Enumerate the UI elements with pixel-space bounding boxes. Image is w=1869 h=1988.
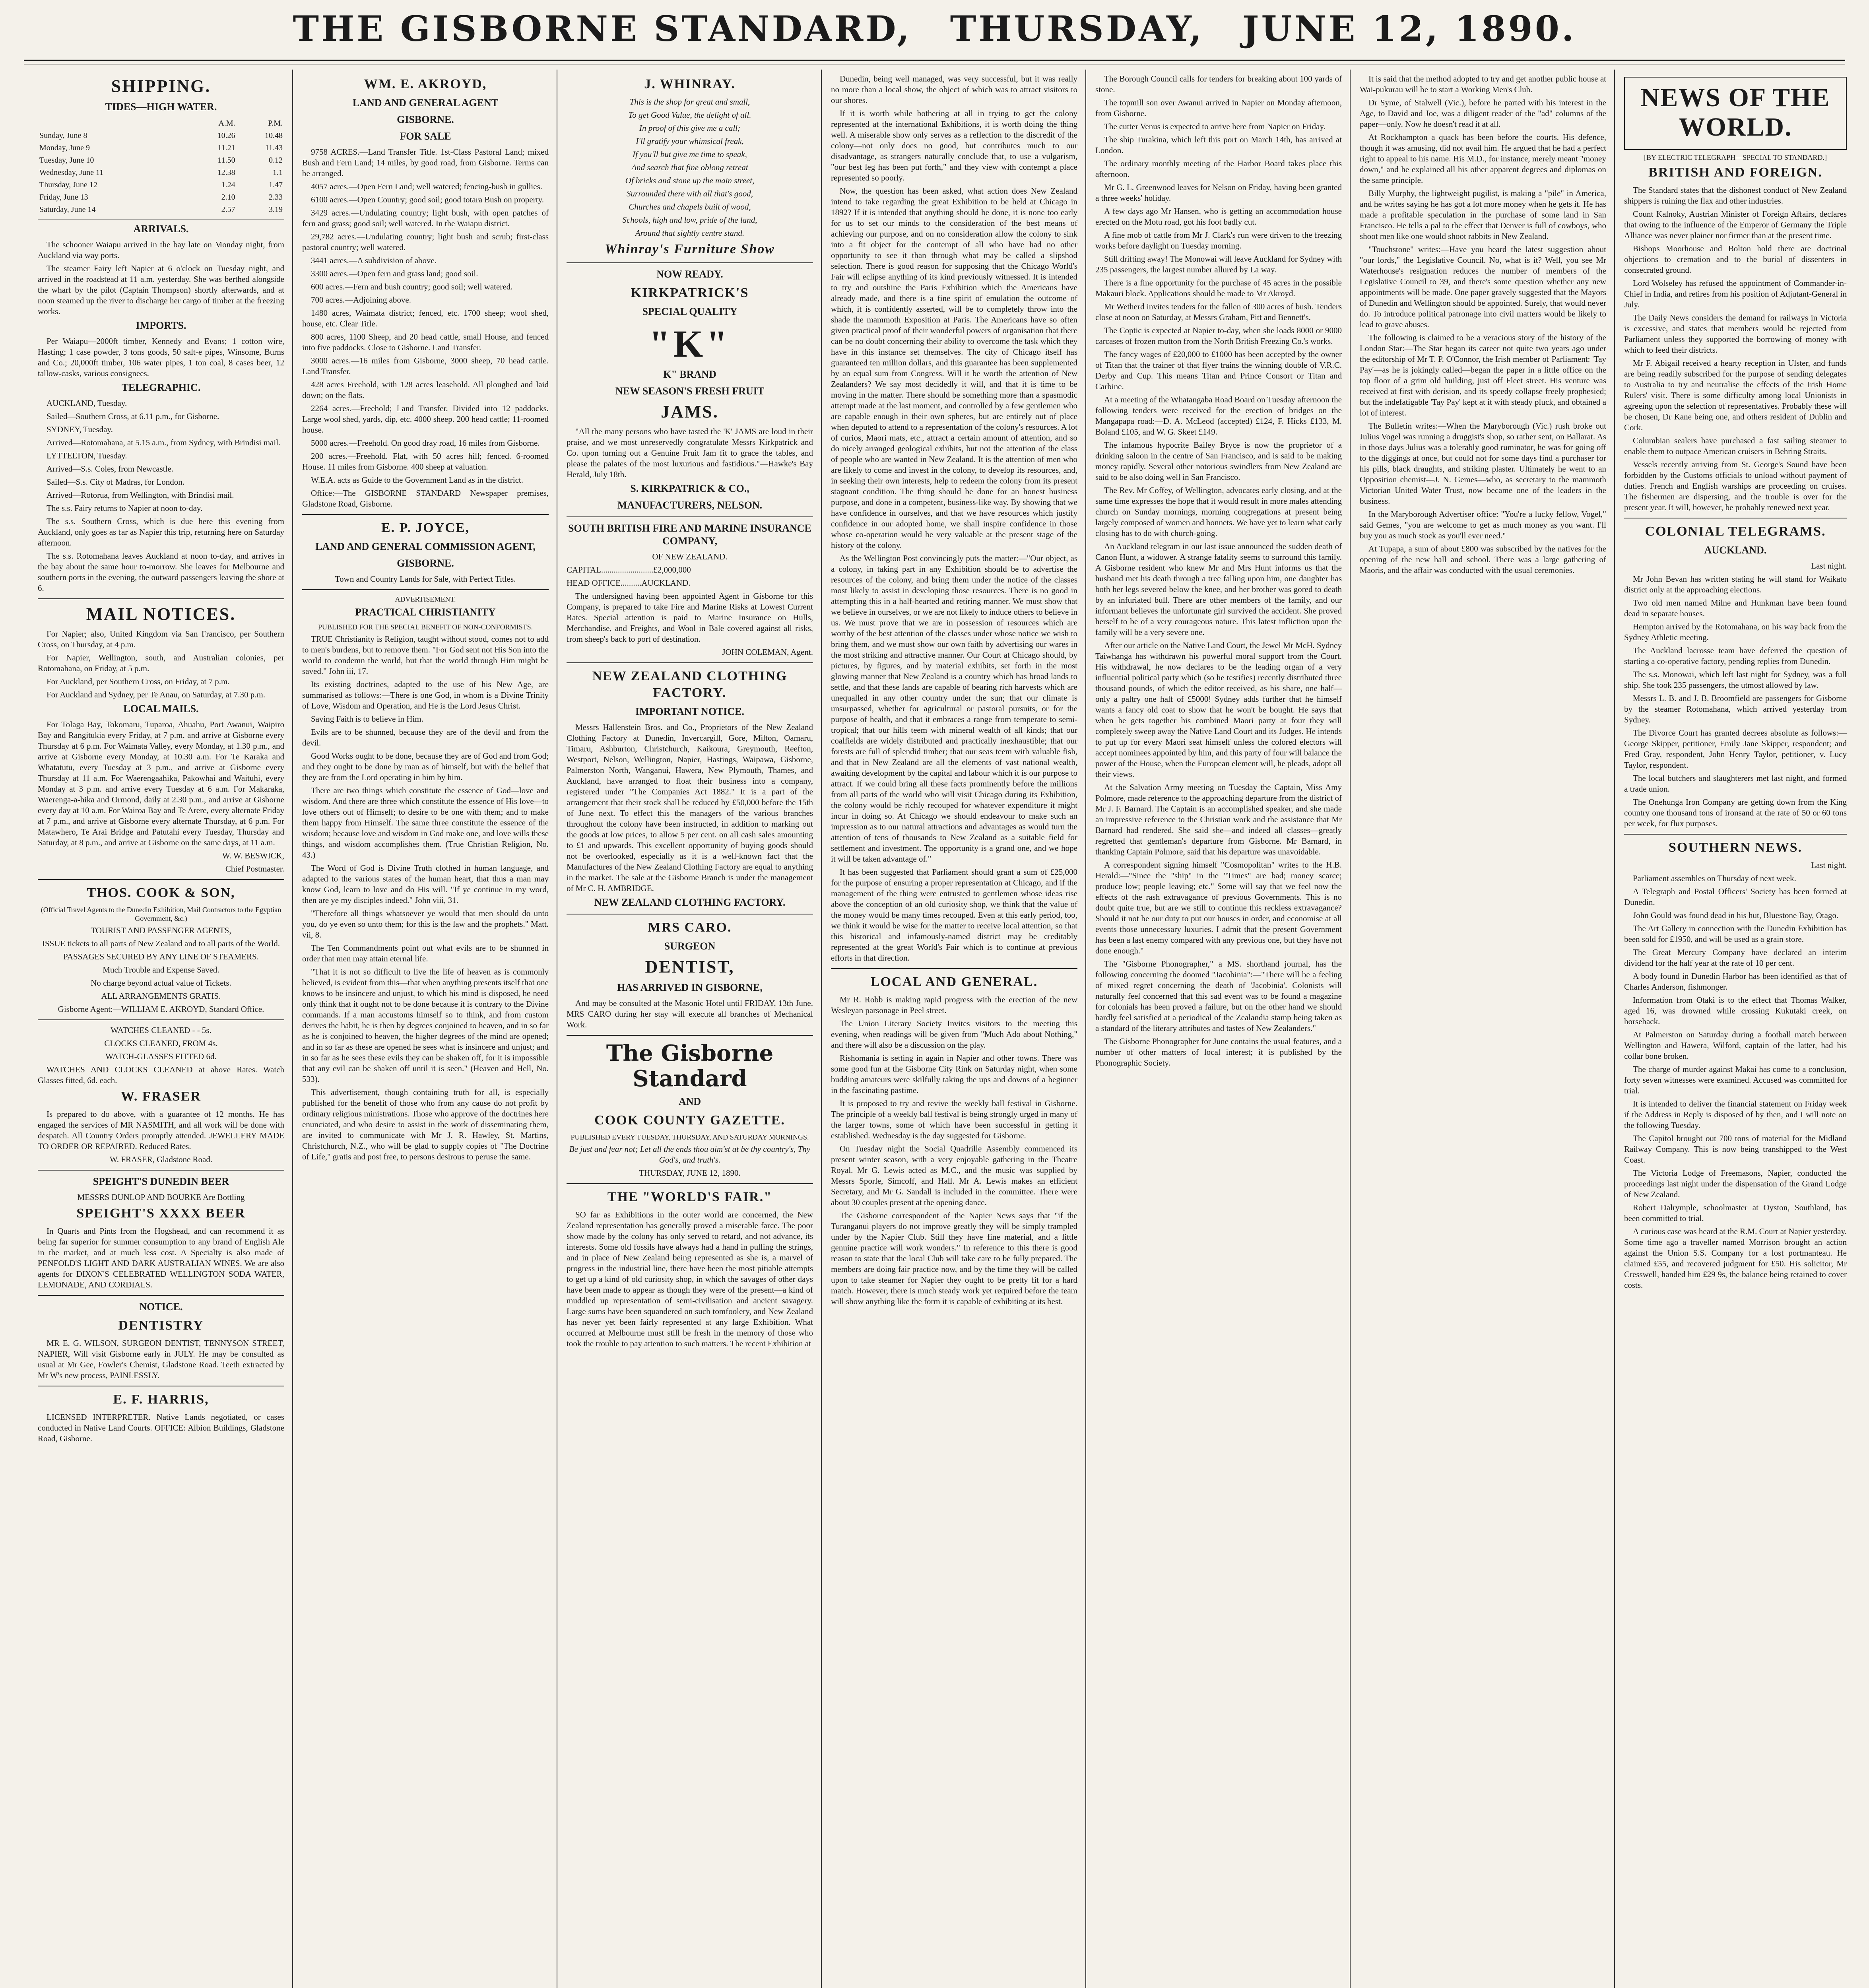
watches-price-line: WATCH-GLASSES FITTED 6d.: [105, 1052, 217, 1061]
southern-news-item: Parliament assembles on Thursday of next week.: [1633, 874, 1796, 883]
news-item: A correspondent signing himself "Cosmopolitan" writes to the H.B. Herald:—"Since the "ship" in the "Times" are bad; money scarce; produce low; people leaving; etc." Some will say that we feel now the effects of the rash extravagance of previous Governments. This is no doubt quite true, but are we still to continue this reckless extravagance? Should it not be our duty to put our houses in order, and economise at all events those unnecessary luxuries. I admit that the present Government has been a last enemy compared with any previous one, but they have not done enough.": [1095, 860, 1342, 955]
southern-news-item: A Telegraph and Postal Officers' Society has been formed at Dunedin.: [1624, 887, 1847, 907]
caro-surgeon: SURGEON: [664, 940, 716, 952]
poem-line: In proof of this give me a call;: [639, 123, 741, 133]
news-item: The ship Turakina, which left this port on March 14th, has arrived at London.: [1095, 135, 1342, 155]
telegraphic-item: Arrived—Rotomahana, at 5.15 a.m., from Sydney, with Brindisi mail.: [47, 438, 281, 447]
auckland-news-item: The Auckland lacrosse team have deferred the question of starting a co-operative factory, pending replies from Dunedin.: [1624, 646, 1847, 666]
world-news-subtitle: [BY ELECTRIC TELEGRAPH—SPECIAL TO STANDARD.]: [1644, 153, 1827, 161]
christianity-paragraph: Its existing doctrines, adapted to the use of his New Age, are summarised as follows:—There is one God, in whom is a Divine Trinity of Love, Wisdom and Operation, and He is the Lord Jesus Christ.: [302, 679, 549, 711]
news-item: A few days ago Mr Hansen, who is getting an accommodation house erected on the Motu road, got his foot badly cut.: [1095, 206, 1342, 227]
joyce-heading: E. P. JOYCE,: [381, 520, 470, 535]
mail-list: [38, 629, 284, 700]
news-item: The infamous hypocrite Bailey Bryce is now the proprietor of a drinking saloon in the centre of San Francisco, and is said to be making money rapidly. Several other notorious swindlers from New Zealand are said to be also doing well in San Francisco.: [1095, 440, 1342, 482]
christianity-list: [302, 634, 549, 1162]
sales-list: [302, 147, 549, 509]
akroyd-subtitle: LAND AND GENERAL AGENT: [352, 97, 499, 109]
speight-text: In Quarts and Pints from the Hogshead, and can recommend it as being far superior for summer consumption to any brand of English Ale in the market, and at much less cost. A Specialty is also made of PENFOLD'S LIGHT AND DARK AUSTRALIAN WINES. We are also agents for DIXON'S CELEBRATED WELLINGTON SODA WATER, LEMONADE, AND CORDIALS.: [38, 1226, 284, 1289]
editorial-paragraph: It has been suggested that Parliament should grant a sum of £25,000 for the purpose of ensuring a proper representation at Chicago, and if the management of the thing were entrusted to gentlemen whose ideas rise above the conception of an old curiosity shop, we think that the value of the money would be many times recouped. Even at this early period, too, we think it would be wise for the matter to receive local attention, so that this historical and infamously-named district may be creditably represented at the great World's Fair which is to continue at previous efforts in that direction.: [831, 867, 1077, 963]
new-season: NEW SEASON'S FRESH FRUIT: [615, 385, 765, 397]
insurance-text: The undersigned having been appointed Agent in Gisborne for this Company, is prepared to take Fire and Marine Risks at Lowest Current Rates. Special attention is paid to Marine Insurance on Hulls, Merchandise, and Freights, and Wool in Bale covered against all risks, from sheep's back to port of destination.: [567, 591, 813, 644]
southern-news-item: It is intended to deliver the financial statement on Friday week if the Address in Reply is disposed of by then, and I will note on the following Tuesday.: [1624, 1099, 1847, 1130]
tides-table: [38, 117, 284, 216]
column-rule: [292, 70, 293, 1988]
british-news-item: Vessels recently arriving from St. George's Sound have been forbidden by the Customs officials to unload without payment of duties. French and English warships are proceeding on cruises. The fishermen are dispersing, and the trouble is over for the present year. It will, however, be probably renewed next year.: [1624, 460, 1847, 512]
british-foreign-heading: BRITISH AND FOREIGN.: [1648, 165, 1822, 180]
colonial-telegrams-heading: COLONIAL TELEGRAMS.: [1645, 524, 1826, 539]
poem-line: Churches and chapels built of wood,: [629, 202, 751, 212]
news-item: The ordinary monthly meeting of the Harbor Board takes place this afternoon.: [1095, 159, 1342, 179]
factory-text: Messrs Hallenstein Bros. and Co., Proprietors of the New Zealand Clothing Factory at Dunedin, Invercargill, Gore, Milton, Oamaru, Timaru, Ashburton, Christchurch, Kaikoura, Greymouth, Reefton, Westport, Nelson, Wellington, Napier, Hastings, Waipawa, Gisborne, Palmerston North, Wanganui, Hawera, New Plymouth, Thames, and Auckland, have arranged to float their business into a company, registered under "The Companies Act 1882." It is a part of the arrangement that their stock shall be reduced by £50,000 before the 15th of June next. To effect this the managers of the various branches throughout the colony have been instructed, in addition to marking out the goods at low prices, to allow 5 per cent. on all cash sales amounting to £1 and upwards. This excellent opportunity of buying goods should not be overlooked, especially as it is a well-known fact that the Manufactures of the New Zealand Clothing Factory are equal to anything in the market. The sale at the Gisborne Branch is under the management of Mr C. H. AMBRIDGE.: [567, 722, 813, 893]
sale-listing: 800 acres, 1100 Sheep, and 20 head cattle, small House, and fenced into five paddocks. Close to Gisborne. Land Transfer.: [302, 332, 549, 352]
auckland-dateline: Last night.: [1811, 561, 1847, 571]
christianity-subtitle: PUBLISHED FOR THE SPECIAL BENEFIT OF NON-CONFORMISTS.: [318, 623, 533, 631]
news-item: Dr Syme, of Stalwell (Vic.), before he parted with his interest in the Age, to David and Joe, was a diligent reader of the "ad" columns of the paper—only. Now he doesn't read it at all.: [1360, 98, 1606, 129]
jams-text: "All the many persons who have tasted the 'K' JAMS are loud in their praise, and we most unreservedly congratulate Messrs Kirkpatrick and Co. upon turning out a Genuine Fruit Jam fit to grace the tables, and please the palates of the most luxurious and fastidious."—Hawke's Bay Herald, July 18th.: [567, 427, 813, 479]
insurance-capital: CAPITAL.........................£2,000,000: [567, 565, 691, 575]
cook-heading: THOS. COOK & SON,: [87, 885, 235, 900]
sale-listing: 3441 acres.—A subdivision of above.: [311, 256, 437, 265]
important-notice: IMPORTANT NOTICE.: [635, 706, 745, 717]
southern-news-heading: SOUTHERN NEWS.: [1669, 840, 1802, 855]
sale-listing: 9758 ACRES.—Land Transfer Title. 1st-Class Pastoral Land; mixed Bush and Fern Land; 14 miles, by good road, from Gisborne. Terms can be arranged.: [302, 147, 549, 178]
cook-item: No charge beyond actual value of Tickets.: [91, 978, 231, 988]
tides-cell: 2.57: [221, 205, 235, 214]
telegraphic-item: Sailed—S.s. City of Madras, for London.: [47, 477, 185, 487]
sale-listing: 200 acres.—Freehold. Flat, with 50 acres hill; fenced. 6-roomed House. 11 miles from Gisborne. 400 sheep at valuation.: [302, 451, 549, 472]
christianity-paragraph: "Therefore all things whatsoever ye would that men should do unto you, do ye even so unto them; for this is the law and the prophets." Matt. vii, 8.: [302, 909, 549, 940]
watches-list: [38, 1025, 284, 1062]
southern-news-item: A body found in Dunedin Harbor has been identified as that of Charles Anderson, fishmonger.: [1624, 971, 1847, 992]
insurance-signature: JOHN COLEMAN, Agent.: [722, 647, 813, 657]
tides-cell: 11.21: [217, 144, 235, 152]
telegraphic-item: The s.s. Southern Cross, which is due here this evening from Auckland, only goes as far as Napier this trip, returning here on Saturday afternoon.: [38, 516, 284, 547]
telegraphic-list: [38, 398, 284, 594]
factory-footer: NEW ZEALAND CLOTHING FACTORY.: [594, 897, 786, 908]
jams-heading: JAMS.: [661, 402, 719, 421]
akroyd-place: GISBORNE.: [397, 114, 454, 125]
cook-item: Much Trouble and Expense Saved.: [103, 965, 219, 975]
sale-listing: W.E.A. acts as Guide to the Government Land as in the district.: [311, 475, 524, 485]
telegraphic-item: The s.s. Fairy returns to Napier at noon to-day.: [47, 503, 203, 513]
news-item: The Rev. Mr Coffey, of Wellington, advocates early closing, and at the same time expresses the hope that it would result in more males attending church on Sunday mornings, morning congregations at present being largely composed of women and bonnets. We have yet to learn what early closing has to do with church-going.: [1095, 485, 1342, 538]
telegraphic-item: The s.s. Rotomahana leaves Auckland at noon to-day, and arrives in the bay about the same hour to-morrow. She leaves for Melbourne and southern ports in the evening, the outward passengers leaving the shore at 6.: [38, 551, 284, 593]
joyce-text: Town and Country Lands for Sale, with Perfect Titles.: [335, 574, 516, 584]
news-item: In the Maryborough Advertiser office: "You're a lucky fellow, Vogel," said Gemes, "you are welcome to get as much money as you want. I'll buy you as much stock as you'll ever need.": [1360, 509, 1606, 540]
auckland-news-item: The Divorce Court has granted decrees absolute as follows:—George Skipper, petitioner, Emily Jane Skipper, respondent; and Fred Gray, respondent, John Henry Taylor, petitioner, v. Lucy Taylor, respondent.: [1624, 728, 1847, 770]
sale-listing: 6100 acres.—Open Country; good soil; good totara Bush on property.: [311, 195, 544, 204]
southern-news-item: The Great Mercury Company have declared an interim dividend for the half year at the rate of 10 per cent.: [1624, 947, 1847, 968]
news-item: Still drifting away! The Monowai will leave Auckland for Sydney with 235 passengers, the largest number allured by La way.: [1095, 254, 1342, 274]
k-brand-label: K" BRAND: [663, 369, 716, 380]
news-item: "Touchstone" writes:—Have you heard the latest suggestion about "our lords," the Legislative Council. No, what is it? Well, you see Mr Waterhouse's resignation reduces the number of members of the Legislative Council to 39, and there's some question whether any new appointments will be made. One paper gravely suggested that the Mayors of Dunedin and Wellington should be appointed. Surely, that would never do. To introduce political patronage into civil matters would be likely to lead to grave abuses.: [1360, 245, 1606, 329]
column-2: [302, 74, 549, 1988]
special-quality: SPECIAL QUALITY: [642, 306, 738, 317]
whinray-poem: [567, 97, 813, 239]
christianity-paragraph: The Word of God is Divine Truth clothed in human language, and adapted to the various states of the human heart, that thus a man may know God, learn to love and do His will. "If ye continue in my word, then are ye my disciples indeed." John viii, 31.: [302, 863, 549, 905]
local-mails-text: For Tolaga Bay, Tokomaru, Tuparoa, Ahuahu, Port Awanui, Waipiro Bay and Rangitukia every Friday, at 7 p.m. and arrive at Gisborne every Thursday at 6 p.m. For Waimata Valley, every Monday, at 1.30 p.m., and arrive at Gisborne every Monday, at 10.30 a.m. For Te Karaka and Whatatutu, every Tuesday at 3 p.m., and arrive at Gisborne every Thursday at 11 a.m. For Waerengaahika, Pakowhai and Waituhi, every Monday at 3 p.m. and arrive every Tuesday at 6 a.m. For Makaraka, Waerenga-a-hika and Ormond, daily at 2.30 p.m., and arrive at Gisborne every day at 10 a.m. For Wairoa Bay and Te Arere, every alternate Friday at 7 p.m., and arrive at Gisborne every alternate Thursday, at 6 p.m. For Matawhero, Te Arai Bridge and Patutahi every Tuesday, Thursday and Saturday, at 8 p.m., and arrive at Gisborne on the same days, at 11 a.m.: [38, 720, 284, 847]
telegraphic-item: Arrived—Rotorua, from Wellington, with Brindisi mail.: [47, 490, 234, 500]
publication-schedule: PUBLISHED EVERY TUESDAY, THURSDAY, AND SATURDAY MORNINGS.: [571, 1133, 809, 1141]
local-news-item: It is proposed to try and revive the weekly ball festival in Gisborne. The principle of a weekly ball festival is being strongly urged in many of the larger towns, some of which have been successful in getting it established. Wednesday is the day suggested for Gisborne.: [831, 1099, 1077, 1140]
poem-line: Of bricks and stone up the main street,: [625, 176, 755, 185]
tides-header-row: [38, 117, 284, 130]
mail-notice-item: For Napier; also, United Kingdom via San Francisco, per Southern Cross, on Thursday, at 4 p.m.: [38, 629, 284, 649]
fraser-text: Is prepared to do above, with a guarantee of 12 months. He has engaged the services of MR NASMITH, and all work will be done with despatch. All Country Orders promptly attended. JEWELLERY MADE TO ORDER OR REPAIRED. Reduced Rates.: [38, 1109, 284, 1151]
telegraphic-item: SYDNEY, Tuesday.: [47, 425, 113, 434]
column-5: [1095, 74, 1342, 1988]
christianity-paragraph: Evils are to be shunned, because they are of the devil and from the devil.: [302, 727, 549, 747]
shipping-heading: SHIPPING.: [111, 76, 211, 96]
tides-cell: Wednesday, June 11: [39, 168, 104, 177]
dentistry-text: MR E. G. WILSON, SURGEON DENTIST, TENNYSON STREET, NAPIER, Will visit Gisborne early in JULY. He may be consulted as usual at Mr Gee, Fowler's Chemist, Gladstone Road. Teeth extracted by Mr W's new process, PAINLESSLY.: [38, 1338, 284, 1380]
arrival-item: The schooner Waiapu arrived in the bay late on Monday night, from Auckland via way ports.: [38, 240, 284, 260]
local-news-item: The Union Literary Society Invites visitors to the meeting this evening, when readings will be given from "Much Ado about Nothing," and there will also be a discussion on the play.: [831, 1019, 1077, 1050]
christianity-paragraph: Saving Faith is to believe in Him.: [311, 714, 423, 724]
sale-listing: 4057 acres.—Open Fern Land; well watered; fencing-bush in gullies.: [311, 182, 543, 191]
british-news-item: Mr F. Abigail received a hearty reception in Ulster, and funds are being readily subscribed for the purpose of sending delegates to Australia to try and neutralise the effects of the Irish Home Rulers' visit. There is some difficulty among local Unionists in agreeing upon the selection of representatives. Probably these will be chosen, Dr Kane being one, and others resident of Dublin and Cork.: [1624, 358, 1847, 432]
sale-listing: 1480 acres, Waimata district; fenced, etc. 1700 sheep; wool shed, house, etc. Clear Title.: [302, 308, 549, 328]
dentistry-heading: DENTISTRY: [118, 1318, 204, 1333]
column-rule: [1350, 70, 1351, 1988]
news-item: The fancy wages of £20,000 to £1000 has been accepted by the owner of Titan that the trainer of that flyer trains the winning double of V.R.C. Derby and Cup. This means Titan and Prince Consort or Titan and Carbine.: [1095, 349, 1342, 391]
insurance-of: OF NEW ZEALAND.: [652, 552, 728, 561]
masthead-date: JUNE 12, 1890.: [1242, 8, 1576, 49]
tides-row: [38, 142, 284, 154]
sale-listing: Office:—The GISBORNE STANDARD Newspaper premises, Gladstone Road, Gisborne.: [302, 488, 549, 509]
southern-news-item: A curious case was heard at the R.M. Court at Napier yesterday. Some time ago a traveller named Morrison brought an action against the Union S.S. Company for a lost portmanteau. He claimed £55, and recovered judgment for £50. His solicitor, Mr Cresswell, handed him £29 9s, the balance being retained to cover costs.: [1624, 1227, 1847, 1290]
telegraphic-item: AUCKLAND, Tuesday.: [47, 398, 127, 408]
news-item: The "Gisborne Phonographer," a MS. shorthand journal, has the following concerning the doomed "Jacobinia":—"There will be a feeling of mixed regret concerning the death of 'Jacobinia'. Colonists will naturally feel concerned that this sad event was to be found a magazine for colonials has been proved a failure, but on the other hand we should hardly feel satisfied at a periodical of the Zealandia stamp being taken as a standard of the literary attributes and tastes of New Zealanders.": [1095, 959, 1342, 1033]
news-item: Billy Murphy, the lightweight pugilist, is making a "pile" in America, and he writes saying he has got a lot more money when he gets it. He has made a profitable speculation in the purchase of some land in San Francisco. He tells a pal to the effect that Denver is full of cowboys, who shoot men like one would shoot rabbits in New Zealand.: [1360, 188, 1606, 241]
tides-cell: Friday, June 13: [39, 193, 88, 202]
column-4: [831, 74, 1077, 1988]
british-news-list: [1624, 185, 1847, 513]
auckland-news-item: The local butchers and slaughterers met last night, and formed a trade union.: [1624, 773, 1847, 794]
tides-row: [38, 154, 284, 167]
mail-signature: W. W. BESWICK,: [222, 851, 284, 860]
poem-line: To get Good Value, the delight of all.: [628, 110, 751, 120]
mail-signature-title: Chief Postmaster.: [225, 864, 284, 874]
auckland-news-item: Hempton arrived by the Rotomahana, on his way back from the Sydney Athletic meeting.: [1624, 622, 1847, 642]
christianity-paragraph: The Ten Commandments point out what evils are to be shunned in order that men may attain eternal life.: [302, 943, 549, 963]
local-mails-heading: LOCAL MAILS.: [123, 703, 199, 714]
cook-item: TOURIST AND PASSENGER AGENTS,: [91, 926, 231, 935]
sale-listing: 29,782 acres.—Undulating country; light bush and scrub; first-class pastoral country; well watered.: [302, 232, 549, 252]
christianity-paragraph: Good Works ought to be done, because they are of God and from God; and they ought to be done by man as of himself, but with the belief that they are from the Lord operating in him by him.: [302, 751, 549, 782]
tides-cell: Tuesday, June 10: [39, 156, 94, 165]
cook-list: [38, 925, 284, 1015]
tides-row: [38, 204, 284, 216]
notice-heading: NOTICE.: [139, 1301, 183, 1312]
k-brand-mark: "K": [649, 322, 731, 365]
harris-text: LICENSED INTERPRETER. Native Lands negotiated, or cases conducted in Native Land Courts. OFFICE: Albion Buildings, Gladstone Road, Gisborne.: [38, 1412, 284, 1443]
tides-cell: 10.26: [217, 131, 235, 140]
auckland-news-item: The Onehunga Iron Company are getting down from the King country one thousand tons of ironsand at the rate of 50 or 60 tons per week, for flux purposes.: [1624, 797, 1847, 828]
insurance-head-office: HEAD OFFICE..........AUCKLAND.: [567, 578, 691, 588]
editorial-paragraph: SO far as Exhibitions in the outer world are concerned, the New Zealand representation has generally proved a miserable farce. The poor show made by the colony has only served to retard, and not advance, its interests. Some old fossils have always had a hand in pulling the strings, and in place of New Zealand being represented as she is, a marvel of progress in the industrial line, there have been the most pitiable attempts to get up a kind of old curiosity shop, in which the savages of other days have been made to appear as though they were of the present—a kind of muddled up representation of semi-civilisation and ancient savagery. Large sums have been squandered on such tomfoolery, and New Zealand has never yet been fairly represented at any large Exhibition. What occurred at Melbourne must still be fresh in the memory of those who took the trouble to pay attention to such matters. The recent Exhibition at: [567, 1210, 813, 1348]
local-news-list: [831, 994, 1077, 1307]
news-item: At a meeting of the Whatangaba Road Board on Tuesday afternoon the following tenders were received for the erection of bridges on the Mangapapa road:—D. A. McLeod (accepted) £124, F. Hicks £133, M. Boland £105, and W. G. Skeet £149.: [1095, 395, 1342, 437]
tides-cell: 2.33: [269, 193, 283, 202]
whinray-heading: J. WHINRAY.: [644, 77, 736, 91]
news-item: The Bulletin writes:—When the Maryborough (Vic.) rush broke out Julius Vogel was running a druggist's shop, so rather sent, on Ballarat. As in those days Julius was a tolerably good ruminator, he was for going off to the diggings at once, but could not for some days find a purchaser for his pills, black draughts, and striking plaster. Ultimately he went to an Opposition chemist—J. N. Gemes—who, as secretary to the mammoth Victorian United Water Trust, now became one of the leaders in the business.: [1360, 421, 1606, 506]
akroyd-heading: WM. E. AKROYD,: [364, 77, 487, 91]
poem-line: Around that sightly centre stand.: [635, 228, 745, 238]
tides-cell: 0.12: [269, 156, 283, 165]
column-rule: [821, 70, 822, 1988]
masthead-title: THE GISBORNE STANDARD,: [293, 8, 912, 49]
imports-text: Per Waiapu—2000ft timber, Kennedy and Evans; 1 cotton wire, Hasting; 1 case powder, 3 tons goods, 50 salt-e pipes, Winsome, Burns and Co.; 20,000ft timber, 106 water pipes, 1 ton coal, 8 cases beer, 12 tallow-casks, various consignees.: [38, 336, 284, 378]
column-rule: [1085, 70, 1086, 1988]
southern-news-item: Information from Otaki is to the effect that Thomas Walker, aged 16, was drowned while crossing Kukutaki creek, on horseback.: [1624, 995, 1847, 1026]
cook-item: ISSUE tickets to all parts of New Zealand and to all parts of the World.: [42, 939, 280, 948]
editorial-continued: [831, 74, 1077, 963]
tides-cell: Saturday, June 14: [39, 205, 96, 214]
tides-heading: TIDES—HIGH WATER.: [105, 101, 217, 113]
column-rule: [1614, 70, 1615, 1988]
news-items-list: [1095, 74, 1342, 1068]
kirkpatrick-location: MANUFACTURERS, NELSON.: [617, 499, 763, 511]
watches-text: WATCHES AND CLOCKS CLEANED at above Rates. Watch Glasses fitted, 6d. each.: [38, 1065, 284, 1085]
local-news-item: On Tuesday night the Social Quadrille Assembly commenced its present winter season, with a very enjoyable gathering in the Theatre Royal. Mr G. Lewis acted as M.C., and the music was supplied by Messrs Sporle, Simcoff, and Hall. Mr A. Lewis makes an efficient Secretary, and Mr G. Sandall is included in the committee. There were about 30 couples present at the opening dance.: [831, 1144, 1077, 1207]
joyce-subtitle: LAND AND GENERAL COMMISSION AGENT,: [315, 541, 536, 552]
masthead-rule: [24, 60, 1845, 64]
sale-listing: 5000 acres.—Freehold. On good dray road, 16 miles from Gisborne.: [311, 438, 540, 448]
news-item: The Gisborne Phonographer for June contains the usual features, and a number of other matters of local interest; it is published by the Phonographic Society.: [1095, 1037, 1342, 1068]
news-item: At Rockhampton a quack has been before the courts. His defence, though it was amusing, did not avail him. He argued that he had a perfect right to appeal to his name. His M.D., for instance, merely meant "money down," and he explained all his other apparent degrees and diplomas on the same principle.: [1360, 132, 1606, 185]
tides-header-cell: P.M.: [268, 119, 283, 128]
tides-cell: 11.43: [265, 144, 283, 152]
telegraphic-heading: TELEGRAPHIC.: [121, 382, 201, 393]
auckland-news-list: [1624, 574, 1847, 829]
advertisement-label: ADVERTISEMENT.: [395, 595, 456, 603]
auckland-news-item: Mr John Bevan has written stating he will stand for Waikato district only at the approaching elections.: [1624, 574, 1847, 594]
tides-row: [38, 179, 284, 191]
christianity-paragraph: There are two things which constitute the essence of God—love and wisdom. And there are three which constitute the essence of His love—to love others out of Himself; to desire to be one with them; and to make them happy from Himself. The same three constitute the essence of the wisdom; because love and wisdom in God make one, and love wills these things, and wisdom accomplishes them. (True Christian Religion, No. 43.): [302, 786, 549, 860]
auckland-heading: AUCKLAND.: [1704, 544, 1767, 556]
tides-cell: Sunday, June 8: [39, 131, 87, 140]
local-news-item: The Gisborne correspondent of the Napier News says that "if the Turanganui players do not improve greatly they will be simply trampled under by the Napier Club. Still they have fine material, and a little genuine practice will work wonders." In reference to this there is good reason to state that the local Club will take care to be fully prepared. The members are doing fair practice now, and by the time they will be called upon to take steamer for Napier they ought to be pretty fit for a hard match. However, there is much steady work yet required before the team will show anything like the form it is capable of exhibiting at its best.: [831, 1211, 1077, 1306]
world-news-heading: NEWS OF THE WORLD.: [1640, 83, 1830, 142]
cook-item: PASSAGES SECURED BY ANY LINE OF STEAMERS.: [63, 952, 259, 961]
tides-header-cell: [38, 117, 189, 130]
kirkpatrick-heading: KIRKPATRICK'S: [631, 285, 749, 300]
news-item: The Coptic is expected at Napier to-day, when she loads 8000 or 9000 carcases of frozen mutton from the North British Freezing Co.'s works.: [1095, 326, 1342, 346]
british-news-item: Bishops Moorhouse and Bolton hold there are doctrinal objections to cremation and to the burial of dissenters in consecrated ground.: [1624, 244, 1847, 275]
poem-line: Schools, high and low, pride of the land,: [622, 215, 757, 225]
speight-product: SPEIGHT'S XXXX BEER: [76, 1206, 246, 1221]
tides-cell: 11.50: [217, 156, 235, 165]
now-ready: NOW READY.: [656, 268, 723, 280]
telegraphic-item: Arrived—S.s. Coles, from Newcastle.: [47, 464, 174, 474]
news-item: The following is claimed to be a veracious story of the history of the London Star:—The Star began its career not quite two years ago under the editorship of Mr T. P. O'Connor, the Irish member of Parliament: 'Tay Pay'—as he is jokingly called—began the paper in a little office on the top floor of a grim old building, just off Fleet street. His venture was received at first with derision, and its speedy collapse freely prophesied; but the indefatigable 'Tay Pay' kept at it with steady pluck, and obtained a lot of interest.: [1360, 333, 1606, 417]
southern-news-item: The charge of murder against Makai has come to a conclusion, forty seven witnesses were examined. Accused was committed for trial.: [1624, 1064, 1847, 1095]
paper-subtitle: COOK COUNTY GAZETTE.: [594, 1113, 785, 1128]
editorial-paragraph: Dunedin, being well managed, was very successful, but it was really no more than a local show, the object of which was to attract visitors to our shores.: [831, 74, 1077, 105]
factory-heading: NEW ZEALAND CLOTHING FACTORY.: [592, 669, 788, 700]
news-item: Mr G. L. Greenwood leaves for Nelson on Friday, having been granted a three weeks' holiday.: [1095, 182, 1342, 203]
auckland-news-item: Two old men named Milne and Hunkman have been found dead in separate houses.: [1624, 598, 1847, 618]
news-item: The topmill son over Awanui arrived in Napier on Monday afternoon, from Gisborne.: [1095, 98, 1342, 118]
caro-text: And may be consulted at the Masonic Hotel until FRIDAY, 13th June. MRS CARO during her stay will execute all branches of Mechanical Work.: [567, 998, 813, 1029]
tides-row: [38, 130, 284, 142]
paper-and: AND: [678, 1096, 701, 1107]
tides-cell: 1.24: [221, 181, 235, 189]
news-item: The cutter Venus is expected to arrive here from Napier on Friday.: [1104, 122, 1326, 131]
caro-arrived: HAS ARRIVED IN GISBORNE,: [617, 982, 763, 993]
editorial-heading: THE "WORLD'S FAIR.": [607, 1190, 772, 1204]
news-item: Mr Wetherd invites tenders for the fallen of 300 acres of bush. Tenders close at noon on Saturday, at Messrs Graham, Pitt and Bennett's.: [1095, 302, 1342, 322]
local-news-item: Mr R. Robb is making rapid progress with the erection of the new Wesleyan parsonage in Peel street.: [831, 995, 1077, 1015]
watches-price-line: CLOCKS CLEANED, FROM 4s.: [104, 1039, 218, 1048]
news-item: An Auckland telegram in our last issue announced the sudden death of Canon Hunt, a widower. A strange fatality seems to surround this family. A Gisborne resident who knew Mr and Mrs Hunt informs us that the husband met his death through a tree falling upon him, one daughter has both her legs severed below the knee, and her brother was gored to death by an infuriated bull. There are other members of the family, and our informant believes the unfortunate girl survived the accident. She proved herself to be of a very courageous nature. This latest infliction upon the family will be a very severe one.: [1095, 542, 1342, 637]
telegraphic-item: Sailed—Southern Cross, at 6.11 p.m., for Gisborne.: [47, 412, 219, 421]
mail-notice-item: For Napier, Wellington, south, and Australian colonies, per Rotomahana, on Friday, at 5 p.m.: [38, 653, 284, 673]
southern-news-item: The Victoria Lodge of Freemasons, Napier, conducted the proceedings last night under the dispensation of the Grand Lodge of New Zealand.: [1624, 1168, 1847, 1199]
british-news-item: Columbian sealers have purchased a fast sailing steamer to enable them to outpace American cruisers in Behring Straits.: [1624, 436, 1847, 456]
news-item: The Borough Council calls for tenders for breaking about 100 yards of stone.: [1095, 74, 1342, 94]
tides-cell: 3.19: [269, 205, 283, 214]
british-news-item: Lord Wolseley has refused the appointment of Commander-in-Chief in India, and retires from his position of Adjutant-General in July.: [1624, 278, 1847, 309]
world-news-box: [1624, 77, 1847, 150]
tides-row: [38, 167, 284, 179]
news-item: At the Salvation Army meeting on Tuesday the Captain, Miss Amy Polmore, made reference to the approaching departure from the district of Mr J. F. Barnard. The Captain is an accomplished speaker, and she made an impressive reference to the Christian work and the assistance that Mr Barnard had rendered. She said she—and indeed all classes—greatly regretted that gentleman's departure from Gisborne. Mr Barnard, in thanking Captain Polmore, said that his departure was unavoidable.: [1095, 782, 1342, 856]
british-news-item: The Standard states that the dishonest conduct of New Zealand shippers is ruining the flax and other industries.: [1624, 185, 1847, 206]
insurance-heading: SOUTH BRITISH FIRE AND MARINE INSURANCE COMPANY,: [568, 522, 811, 547]
cook-subtitle: (Official Travel Agents to the Dunedin Exhibition, Mail Contractors to the Egyptian Government, &c.): [41, 906, 281, 922]
southern-news-item: At Palmerston on Saturday during a football match between Wellington and Hawera, Wilford, captain of the latter, had his collar bone broken.: [1624, 1030, 1847, 1061]
sale-listing: 3000 acres.—16 miles from Gisborne, 3000 sheep, 70 head cattle. Land Transfer.: [302, 356, 549, 376]
tides-cell: 1.47: [269, 181, 283, 189]
masthead: [0, 8, 1869, 60]
harris-heading: E. F. HARRIS,: [113, 1392, 209, 1407]
speight-heading: SPEIGHT'S DUNEDIN BEER: [93, 1176, 229, 1187]
mail-notice-item: For Auckland and Sydney, per Te Anau, on Saturday, at 7.30 p.m.: [47, 690, 266, 699]
tides-cell: 12.38: [217, 168, 235, 177]
fraser-signature: W. FRASER, Gladstone Road.: [109, 1155, 213, 1164]
paper-motto: Be just and fear not; Let all the ends thou aim'st at be thy country's, Thy God's, and truth's.: [569, 1144, 811, 1165]
for-sale-heading: FOR SALE: [400, 130, 451, 142]
issue-date: THURSDAY, JUNE 12, 1890.: [639, 1168, 741, 1178]
fraser-heading: W. FRASER: [121, 1089, 201, 1104]
sale-listing: 2264 acres.—Freehold; Land Transfer. Divided into 12 paddocks. Large wool shed, yards, dip, etc. 4000 sheep. 200 head cattle; 11-roomed house.: [302, 404, 549, 435]
caro-dentist: DENTIST,: [645, 957, 735, 977]
news-item: It is said that the method adopted to try and get another public house at Wai-pukurau will be to start a Working Men's Club.: [1360, 74, 1606, 94]
news-items-list: [1360, 74, 1606, 576]
column-6: [1360, 74, 1606, 1988]
furniture-heading: Whinray's Furniture Show: [605, 242, 775, 256]
auckland-news-item: Messrs L. B. and J. B. Broomfield are passengers for Gisborne by the steamer Rotomahana, which arrived yesterday from Sydney.: [1624, 693, 1847, 724]
tides-cell: 10.48: [265, 131, 283, 140]
local-general-heading: LOCAL AND GENERAL.: [870, 975, 1038, 989]
tides-cell: Monday, June 9: [39, 144, 90, 152]
local-news-item: Rishomania is setting in again in Napier and other towns. There was some good fun at the Gisborne City Rink on Saturday night, when some budding amateurs were skilfully taking the ups and downs of a beginner in the fascinating pastime.: [831, 1053, 1077, 1095]
southern-dateline: Last night.: [1811, 860, 1847, 870]
editorial-paragraph: If it is worth while bothering at all in trying to get the colony represented at the international Exhibitions, it is worth doing the thing well. A miserable show only serves as a reflection to the discredit of the colony—not only does no good, but contributes much to our disadvantage, as strangers naturally conclude that, to use a vulgarism, "our best leg has been put forth," and they view with contempt a place represented so poorly.: [831, 109, 1077, 182]
christianity-paragraph: This advertisement, though containing truth for all, is especially published for the benefit of those who from any cause do not profit by ordinary religious ministrations. Those who approve of the doctrines here enunciated, and who desire to assist in the work of disseminating them, are invited to communicate with Mr J. R. Hawley, St. Martins, Christchurch, N.Z., who will be glad to supply copies of "The Doctrine of Life," gratis and post free, to persons desirous to peruse the same.: [302, 1087, 549, 1161]
cook-item: Gisborne Agent:—WILLIAM E. AKROYD, Standard Office.: [58, 1004, 264, 1014]
christianity-paragraph: TRUE Christianity is Religion, taught without stood, comes not to add to men's burdens, but to remove them. "For God sent not His Son into the world to condemn the world, but that the world through Him might be saved." John iii, 17.: [302, 634, 549, 676]
tides-cell: 2.10: [221, 193, 235, 202]
southern-news-list: [1624, 873, 1847, 1291]
auckland-news-item: The s.s. Monowai, which left last night for Sydney, was a full ship. She took 235 passengers, the utmost allowed by law.: [1624, 670, 1847, 690]
column-1: [38, 74, 284, 1988]
tides-cell: 1.1: [273, 168, 283, 177]
british-news-item: The Daily News considers the demand for railways in Victoria is excessive, and states that members would be rejected from Parliament unless they supported the borrowing of money with which to feed their districts.: [1624, 313, 1847, 355]
poem-line: And search that fine oblong retreat: [631, 163, 748, 172]
poem-line: I'll gratify your whimsical freak,: [636, 136, 744, 146]
sale-listing: 3300 acres.—Open fern and grass land; good soil.: [311, 269, 478, 278]
southern-news-item: John Gould was found dead in his hut, Bluestone Bay, Otago.: [1633, 911, 1839, 920]
news-item: At Tupapa, a sum of about £800 was subscribed by the natives for the opening of the new hall and school. There was a large gathering of Maoris, and the affair was conducted with the usual ceremonies.: [1360, 544, 1606, 575]
southern-news-item: The Art Gallery in connection with the Dunedin Exhibition has been sold for £1950, and will be used as a grain store.: [1624, 924, 1847, 944]
editorial-paragraph: Now, the question has been asked, what action does New Zealand intend to take regarding the great Exhibition to be held at Chicago in 1892? If it is intended that anything should be done, it is none too early for us to set our minds to the consideration of the best means of achieving our purpose, and on no consideration allow the colony to sink into a fit object for the contempt of all who have had no other opportunity to see it than through what may be called a slipshod selection. There is good reason for supposing that the Chicago World's Fair will eclipse anything of its kind previously witnessed. It is intended to try and outshine the Paris Exhibition which the Americans have already made, and there is a fine spirit of emulation the outcome of which, it is confidently asserted, will be to completely throw into the shade the mammoth Exposition at Paris. The Americans have so often given practical proof of their wonderful powers of organisation that there can be no doubt concerning their ability to overcome the task which they have in this instance set themselves. The city of Chicago itself has guaranteed ten million dollars, and this guarantee has been supplemented by an equal sum from Congress. Will it be worth the attention of New Zealanders? We say most decidedly it will, and that it is time to be moving in the matter. There should be something more than a spasmodic attempt made at the last moment, and controlled by a few gentlemen who are capable enough in their own spheres, but are entirely out of place when deputed to attend to a representation of the colony's resources. A lot of curios, Maori mats, etc., attract a certain amount of attention, and so do nicely arranged geological exhibits, but not the attention of the class of people who are wanted in New Zealand. It is the attention of men who are likely to come and invest in the colony, to develop its resources, and, in seeking their own interests, help to redeem the colony from its present stagnant condition. The thing should be done for an honest business purpose, and done in a competent, business-like way. By showing that we have confidence in ourselves, and that we have resources which justify confidence in our adopted home, we shall inspire confidence in those whose co-operation would be very valuable at the present stage of the history of the colony.: [831, 186, 1077, 550]
column-7: [1624, 74, 1847, 1988]
southern-news-item: The Capitol brought out 700 tons of material for the Midland Railway Company. This is now being transhipped to the West Coast.: [1624, 1134, 1847, 1165]
joyce-place: GISBORNE.: [397, 557, 454, 569]
tides-header-cell: A.M.: [218, 119, 235, 128]
tides-cell: Thursday, June 12: [39, 181, 97, 189]
arrivals-heading: ARRIVALS.: [133, 223, 189, 235]
southern-news-item: Robert Dalrymple, schoolmaster at Oyston, Southland, has been committed to trial.: [1624, 1203, 1847, 1223]
column-3: [567, 74, 813, 1988]
caro-heading: MRS CARO.: [648, 920, 732, 935]
poem-line: Surrounded there with all that's good,: [627, 189, 753, 198]
telegraphic-item: LYTTELTON, Tuesday.: [47, 451, 127, 460]
editorial-paragraph: As the Wellington Post convincingly puts the matter:—"Our object, as a colony, in taking part in any Exhibition should be to advertise the resources of the colony, and bring them under the notice of the classes most likely to assist in developing those resources. There is no good in attempting this in a half-hearted and retiring manner. We must show that we believe in ourselves, or we are not likely to induce others to believe in us. We must prove that we are in possession of resources which are worthy of the best attention of the classes under whose notice we wish to bring them, and we must show our own faith by advertising our wares in the most striking and attractive manner. Our Court at Chicago should, by pictures, by figures, and by material exhibits, set forth in the most glowing manner that New Zealand is a country which has broad lands to settle, and that these lands are capable of bearing rich harvests which are unequalled in any other country under the sun; that our climate is unsurpassed, whether for agricultural or pastoral pursuits, or for the purpose of health, and that it embraces a range from temperate to semi-tropical; that our hills teem with mineral wealth of all kinds; that our coalfields are widely distributed and practically inexhaustible; that our forests are full of splendid timber; that our seas teem with valuable fish, and that in New Zealand are all the elements of vast national wealth, awaiting development by the capital and labour which it is our purpose to attract. If we could bring all these facts prominently before the millions from all parts of the world who will visit Chicago during its Exhibition, the colony would be richly recouped for whatever expenditure it might incur in doing so. At Chicago we should endeavour to make such an impression as to our natural attractions and advantages as would turn the attention of tens of thousands to New Zealand as a suitable field for settlement and investment. The opportunity is a grand one, and we hope it will be taken advantage of.": [831, 553, 1077, 864]
tides-row: [38, 191, 284, 204]
paper-nameplate: The Gisborne Standard: [606, 1040, 774, 1092]
mail-notice-item: For Auckland, per Southern Cross, on Friday, at 7 p.m.: [47, 677, 230, 686]
news-item: After our article on the Native Land Court, the Jewel Mr McH. Sydney Taiwhanga has withdrawn his powerful moral support from the Court. His withdrawal, he now declares to be the leading organ of a very influential political party which (so he testifies) recently distributed three thousand pounds, of which the editor received, as his share, one half—only a paltry one half of £5000! Sydney adds further that he himself wants a fancy old coat to show that he won't be bought. He says that when he gets together his combined Maori party at four they will completely sweep away the Native Land Court and its Judges. He intends to put up for every Maori seat himself unless the colored electors will accept nominees appointed by him, and this party of four will balance the power of the House, when the European element will, he pleads, adopt all their views.: [1095, 641, 1342, 779]
cook-item: ALL ARRANGEMENTS GRATIS.: [101, 991, 221, 1001]
news-item: There is a fine opportunity for the purchase of 45 acres in the possible Makauri block. Applications should be made to Mr Akroyd.: [1095, 278, 1342, 298]
mail-notices-heading: MAIL NOTICES.: [86, 604, 236, 624]
sale-listing: 3429 acres.—Undulating country; light bush, with open patches of fern and grass; good soil; well watered. In the Waiapu district.: [302, 208, 549, 228]
imports-heading: IMPORTS.: [136, 320, 186, 331]
watches-price-line: WATCHES CLEANED - - 5s.: [111, 1025, 212, 1035]
christianity-paragraph: "That it is not so difficult to live the life of heaven as is commonly believed, is evident from this—that when anything presents itself that one knows to be insincere and unjust, to which his mind is disposed, he need only think that it ought not to be done because it is contrary to the Divine commands. If a man accustoms himself so to think, and from custom derives the habit, he is then by degrees conjoined to heaven, and in so far as he is conjoined to heaven, the higher degrees of the mind are opened; and in so far as these are opened he sees what is insincere and unjust; and in so far as he sees these evils they can be shaken off, for it is impossible that any evil can be shaken off until it is seen." (Heaven and Hell, No. 533).: [302, 967, 549, 1084]
news-item: A fine mob of cattle from Mr J. Clark's run were driven to the freezing works before daylight on Tuesday morning.: [1095, 230, 1342, 250]
speight-subtitle: MESSRS DUNLOP AND BOURKE Are Bottling: [77, 1192, 245, 1202]
masthead-day: THURSDAY,: [950, 8, 1204, 49]
poem-line: If you'll but give me time to speak,: [633, 149, 747, 159]
poem-line: This is the shop for great and small,: [629, 97, 750, 107]
sale-listing: 428 acres Freehold, with 128 acres leasehold. All ploughed and laid down; on the flats.: [302, 380, 549, 400]
sale-listing: 600 acres.—Fern and bush country; good soil; well watered.: [311, 282, 513, 291]
christianity-heading: PRACTICAL CHRISTIANITY: [355, 606, 496, 618]
british-news-item: Count Kalnoky, Austrian Minister of Foreign Affairs, declares that owing to the influence of the Emperor of Germany the Triple Alliance was never plainer nor firmer than at the present time.: [1624, 209, 1847, 240]
sale-listing: 700 acres.—Adjoining above.: [311, 295, 411, 305]
kirkpatrick-name: S. KIRKPATRICK & CO.,: [630, 483, 749, 494]
arrival-item: The steamer Fairy left Napier at 6 o'clock on Tuesday night, and arrived in the roadstead at 11 a.m. yesterday. She was berthed alongside the wharf by the pilot (Captain Thompson) shortly afterwards, and at noon steamed up the river to discharge her cargo of timber at the freezing works.: [38, 264, 284, 316]
